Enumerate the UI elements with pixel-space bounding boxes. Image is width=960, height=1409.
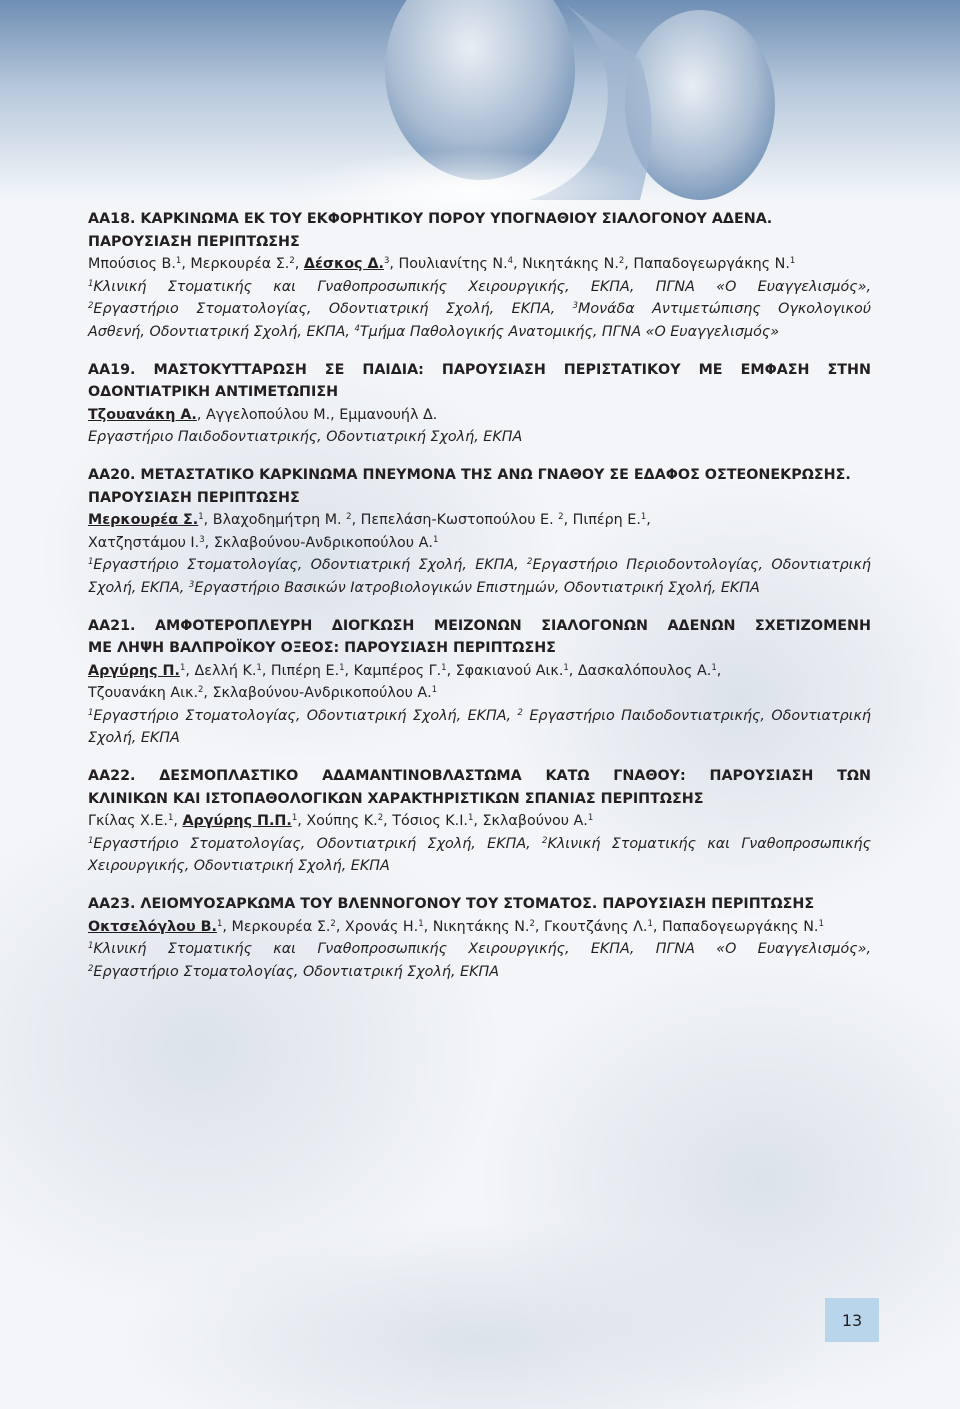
- affiliation-superscript: 4: [354, 323, 360, 334]
- abstract-aff-line: [88, 705, 871, 728]
- abstract-title-line: [88, 487, 871, 510]
- affiliation-superscript: 1: [88, 835, 94, 846]
- abstract-authors-line: [88, 916, 871, 939]
- text-segment: , Σκλαβούνου-Ανδρικοπούλου Α.: [203, 685, 432, 702]
- text-segment: , Βλαχοδημήτρη Μ.: [203, 512, 347, 529]
- text-segment: , Σκλαβούνου Α.: [473, 813, 588, 830]
- affiliation-superscript: 4: [507, 256, 514, 267]
- text-segment: Εργαστήριο Παιδοδοντιατρικής, Οδοντιατρική: [522, 707, 871, 724]
- abstract-title-line: [88, 359, 871, 382]
- text-segment: , Καμπέρος Γ.: [344, 662, 442, 679]
- text-segment: Κλινική Στοματικής και Γναθοπροσωπικής: [547, 835, 871, 852]
- abstracts-list: [88, 208, 871, 998]
- affiliation-superscript: 1: [587, 813, 594, 824]
- text-segment: , Παπαδογεωργάκης Ν.: [652, 918, 819, 935]
- text-segment: ΑΑ21. ΑΜΦΟΤΕΡΟΠΛΕΥΡΗ ΔΙΟΓΚΩΣΗ ΜΕΙΖΟΝΩΝ ΣΙΑΛΟΓΟΝΩΝ ΑΔΕΝΩΝ ΣΧΕΤΙΖΟΜΕΝΗ: [88, 617, 871, 634]
- affiliation-superscript: 2: [529, 918, 535, 929]
- text-segment: Τμήμα Παθολογικής Ανατομικής, ΠΓΝΑ «Ο Ευαγγελισμός»: [359, 323, 780, 340]
- abstract-authors-line: [88, 253, 871, 276]
- affiliation-superscript: 1: [711, 662, 717, 673]
- abstract-authors-line: [88, 810, 871, 833]
- affiliation-superscript: 2: [88, 963, 94, 974]
- abstract-aff-line: [88, 938, 871, 961]
- affiliation-superscript: 2: [197, 685, 204, 696]
- text-segment: , Δελλή Κ.: [185, 662, 257, 679]
- text-segment: , Δασκαλόπουλος Α.: [568, 662, 712, 679]
- text-segment: , Γκουτζάνης Λ.: [534, 918, 648, 935]
- abstract-title-line: [88, 381, 871, 404]
- abstract-authors-line: [88, 404, 871, 427]
- abstract-aa23: [88, 893, 871, 983]
- affiliation-superscript: 2: [558, 512, 564, 523]
- text-segment: ,: [716, 662, 722, 679]
- abstract-aff-line: [88, 961, 871, 984]
- affiliation-superscript: 1: [441, 662, 447, 673]
- affiliation-superscript: 1: [432, 534, 439, 545]
- text-segment: Τζουανάκη Αικ.: [88, 685, 198, 702]
- text-segment: Εργαστήριο Βασικών Ιατροβιολογικών Επιστημών, Οδοντιατρική Σχολή, ΕΚΠΑ: [194, 579, 760, 596]
- abstract-title-line: [88, 893, 871, 916]
- abstract-aff-line: [88, 554, 871, 577]
- abstract-aff-line: [88, 321, 871, 344]
- affiliation-superscript: 2: [542, 835, 548, 846]
- affiliation-superscript: 1: [431, 685, 438, 696]
- abstract-aff-line: [88, 833, 871, 856]
- text-segment: Εργαστήριο Στοματολογίας, Οδοντιατρική Σχολή, ΕΚΠΑ,: [93, 835, 543, 852]
- text-segment: , Πιπέρη Ε.: [261, 662, 340, 679]
- text-segment: , Πουλιανίτης Ν.: [389, 256, 508, 273]
- affiliation-superscript: 2: [377, 813, 384, 824]
- affiliation-superscript: 1: [175, 256, 182, 267]
- abstract-aa18: [88, 208, 871, 344]
- abstract-aa19: [88, 359, 871, 449]
- text-segment: , Νικητάκης Ν.: [513, 256, 619, 273]
- abstract-authors-line: [88, 532, 871, 555]
- text-segment: Κλινική Στοματικής και Γναθοπροσωπικής Χειρουργικής, ΕΚΠΑ, ΠΓΝΑ «Ο Ευαγγελισμός»,: [93, 941, 871, 958]
- affiliation-superscript: 1: [563, 662, 569, 673]
- text-segment: , Χούπης Κ.: [297, 813, 378, 830]
- presenting-author: Οκτσελόγλου Β.: [88, 918, 217, 935]
- text-segment: Σχολή, ΕΚΠΑ,: [88, 579, 189, 596]
- abstract-title-line: [88, 615, 871, 638]
- text-segment: ,: [294, 256, 304, 273]
- text-segment: , Πιπέρη Ε.: [563, 512, 641, 529]
- affiliation-superscript: 2: [289, 256, 295, 267]
- abstract-authors-line: [88, 682, 871, 705]
- text-segment: Μονάδα Αντιμετώπισης Ογκολογικού: [578, 301, 871, 318]
- abstract-aff-line: [88, 426, 871, 449]
- affiliation-superscript: 3: [383, 256, 390, 267]
- presenting-author: Τζουανάκη Α.: [88, 406, 197, 423]
- abstract-authors-line: [88, 509, 871, 532]
- affiliation-superscript: 2: [88, 301, 94, 312]
- abstract-aa22: [88, 765, 871, 878]
- text-segment: , Παπαδογεωργάκης Ν.: [624, 256, 790, 273]
- affiliation-superscript: 1: [647, 918, 653, 929]
- abstract-title-line: [88, 765, 871, 788]
- affiliation-superscript: 3: [572, 301, 579, 312]
- text-segment: Ασθενή, Οδοντιατρική Σχολή, ΕΚΠΑ,: [88, 323, 355, 340]
- affiliation-superscript: 1: [88, 941, 94, 952]
- affiliation-superscript: 1: [418, 918, 424, 929]
- text-segment: Σχολή, ΕΚΠΑ: [88, 730, 180, 747]
- affiliation-superscript: 1: [216, 918, 223, 929]
- page-number-box: [825, 1298, 879, 1342]
- abstract-aff-line: [88, 298, 871, 321]
- text-segment: , Αγγελοπούλου Μ., Εμμανουήλ Δ.: [196, 406, 438, 423]
- presenting-author: Αργύρης Π.Π.: [182, 813, 292, 830]
- presenting-author: Αργύρης Π.: [88, 662, 180, 679]
- affiliation-superscript: 2: [330, 918, 336, 929]
- abstract-title-line: [88, 788, 871, 811]
- abstract-aa21: [88, 615, 871, 751]
- affiliation-superscript: 1: [640, 512, 647, 523]
- text-segment: ΚΛΙΝΙΚΩΝ ΚΑΙ ΙΣΤΟΠΑΘΟΛΟΓΙΚΩΝ ΧΑΡΑΚΤΗΡΙΣΤΙΚΩΝ ΣΠΑΝΙΑΣ ΠΕΡΙΠΤΩΣΗΣ: [88, 790, 704, 807]
- text-segment: ΑΑ20. ΜΕΤΑΣΤΑΤΙΚΟ ΚΑΡΚΙΝΩΜΑ ΠΝΕΥΜΟΝΑ ΤΗΣ ΑΝΩ ΓΝΑΘΟΥ ΣΕ ΕΔΑΦΟΣ ΟΣΤΕΟΝΕΚΡΩΣΗΣ.: [88, 466, 851, 483]
- text-segment: , Σκλαβούνου-Ανδρικοπούλου Α.: [204, 534, 433, 551]
- text-segment: Μπούσιος Β.: [88, 256, 176, 273]
- text-segment: ΟΔΟΝΤΙΑΤΡΙΚΗ ΑΝΤΙΜΕΤΩΠΙΣΗ: [88, 384, 339, 401]
- affiliation-superscript: 3: [188, 579, 195, 590]
- affiliation-superscript: 1: [88, 557, 94, 568]
- text-segment: Κλινική Στοματικής και Γναθοπροσωπικής Χειρουργικής, ΕΚΠΑ, ΠΓΝΑ «Ο Ευαγγελισμός»,: [93, 278, 871, 295]
- abstract-title-line: [88, 637, 871, 660]
- text-segment: ΠΑΡΟΥΣΙΑΣΗ ΠΕΡΙΠΤΩΣΗΣ: [88, 489, 300, 506]
- text-segment: , Μερκουρέα Σ.: [222, 918, 331, 935]
- abstract-aff-line: [88, 855, 871, 878]
- text-segment: ΑΑ19. ΜΑΣΤΟΚΥΤΤΑΡΩΣΗ ΣΕ ΠΑΙΔΙΑ: ΠΑΡΟΥΣΙΑΣΗ ΠΕΡΙΣΤΑΤΙΚΟΥ ΜΕ ΕΜΦΑΣΗ ΣΤΗΝ: [88, 361, 871, 378]
- text-segment: , Τόσιος Κ.Ι.: [383, 813, 468, 830]
- text-segment: ΑΑ18. ΚΑΡΚΙΝΩΜΑ ΕΚ ΤΟΥ ΕΚΦΟΡΗΤΙΚΟΥ ΠΟΡΟΥ ΥΠΟΓΝΑΘΙΟΥ ΣΙΑΛΟΓΟΝΟΥ ΑΔΕΝΑ.: [88, 211, 773, 227]
- abstract-aff-line: [88, 577, 871, 600]
- affiliation-superscript: 1: [291, 813, 298, 824]
- text-segment: ,: [173, 813, 183, 830]
- text-segment: ΠΑΡΟΥΣΙΑΣΗ ΠΕΡΙΠΤΩΣΗΣ: [88, 233, 300, 250]
- text-segment: Εργαστήριο Παιδοδοντιατρικής, Οδοντιατρική Σχολή, ΕΚΠΑ: [88, 429, 523, 446]
- text-segment: , Πεπελάση-Κωστοπούλου Ε.: [351, 512, 559, 529]
- abstract-title-line: [88, 464, 871, 487]
- presenting-author: Δέσκος Δ.: [303, 256, 384, 273]
- affiliation-superscript: 1: [256, 662, 262, 673]
- presenting-author: Μερκουρέα Σ.: [88, 512, 199, 529]
- text-segment: Εργαστήριο Στοματολογίας, Οδοντιατρική Σχολή, ΕΚΠΑ,: [93, 707, 518, 724]
- affiliation-superscript: 2: [527, 557, 533, 568]
- abstract-aa20: [88, 464, 871, 600]
- affiliation-superscript: 1: [467, 813, 474, 824]
- affiliation-superscript: 1: [88, 707, 94, 718]
- text-segment: Χειρουργικής, Οδοντιατρική Σχολή, ΕΚΠΑ: [88, 858, 390, 875]
- affiliation-superscript: 1: [179, 662, 186, 673]
- affiliation-superscript: 1: [818, 918, 824, 929]
- text-segment: Χατζηστάμου Ι.: [88, 534, 200, 551]
- text-segment: Εργαστήριο Στοματολογίας, Οδοντιατρική Σχολή, ΕΚΠΑ: [93, 963, 499, 980]
- text-segment: ΑΑ23. ΛΕΙΟΜΥΟΣΑΡΚΩΜΑ ΤΟΥ ΒΛΕΝΝΟΓΟΝΟΥ ΤΟΥ ΣΤΟΜΑΤΟΣ. ΠΑΡΟΥΣΙΑΣΗ ΠΕΡΙΠΤΩΣΗΣ: [88, 896, 815, 913]
- text-segment: ΑΑ22. ΔΕΣΜΟΠΛΑΣΤΙΚΟ ΑΔΑΜΑΝΤΙΝΟΒΛΑΣΤΩΜΑ ΚΑΤΩ ΓΝΑΘΟΥ: ΠΑΡΟΥΣΙΑΣΗ ΤΩΝ: [88, 768, 871, 785]
- text-segment: , Σφακιανού Αικ.: [446, 662, 564, 679]
- abstract-aff-line: [88, 276, 871, 299]
- affiliation-superscript: 2: [346, 512, 352, 523]
- affiliation-superscript: 1: [88, 278, 94, 289]
- text-segment: Εργαστήριο Περιοδοντολογίας, Οδοντιατρική: [532, 557, 871, 574]
- affiliation-superscript: 1: [789, 256, 796, 267]
- affiliation-superscript: 3: [199, 534, 205, 545]
- text-segment: Εργαστήριο Στοματολογίας, Οδοντιατρική Σχολή, ΕΚΠΑ,: [93, 557, 528, 574]
- text-segment: , Νικητάκης Ν.: [423, 918, 530, 935]
- text-segment: , Μερκουρέα Σ.: [181, 256, 290, 273]
- text-segment: ,: [646, 512, 651, 529]
- abstract-authors-line: [88, 660, 871, 683]
- affiliation-superscript: 1: [339, 662, 345, 673]
- affiliation-superscript: 1: [198, 512, 204, 523]
- abstract-title-line: [88, 231, 871, 254]
- abstract-aff-line: [88, 727, 871, 750]
- affiliation-superscript: 2: [517, 707, 523, 718]
- text-segment: , Χρονάς Η.: [335, 918, 419, 935]
- affiliation-superscript: 2: [618, 256, 625, 267]
- abstract-title-line: [88, 208, 871, 231]
- text-segment: Εργαστήριο Στοματολογίας, Οδοντιατρική Σχολή, ΕΚΠΑ,: [93, 301, 573, 318]
- text-segment: Γκίλας Χ.Ε.: [88, 813, 168, 830]
- page-number: 13: [841, 1310, 863, 1330]
- affiliation-superscript: 1: [167, 813, 174, 824]
- text-segment: ΜΕ ΛΗΨΗ ΒΑΛΠΡΟΪΚΟΥ ΟΞΕΟΣ: ΠΑΡΟΥΣΙΑΣΗ ΠΕΡΙΠΤΩΣΗΣ: [88, 640, 556, 657]
